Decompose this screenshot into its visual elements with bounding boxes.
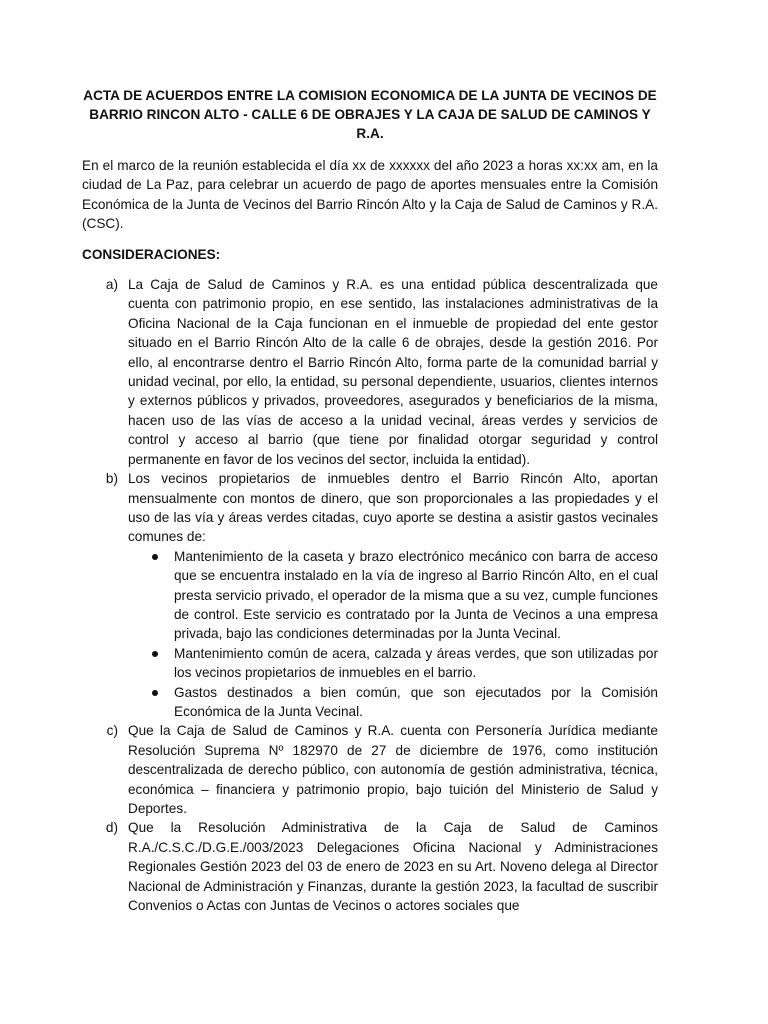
document-page (82, 86, 658, 915)
item-label: c) (106, 723, 118, 739)
list-item-b (82, 469, 658, 721)
item-body (128, 469, 658, 721)
section-heading: CONSIDERACIONES: (82, 246, 221, 262)
list-item-d (82, 818, 658, 915)
item-text: Que la Caja de Salud de Caminos y R.A. cuenta con Personería Jurídica mediante Resolución Suprema Nº 182970 de 27 de diciembre de 1976, como institución descentralizada de derecho público, con autonomía de gestión administrativa, técnica, económica – financiera y patrimonio propio, bajo tuición del Ministerio de Salud y Deportes. (128, 723, 658, 816)
title-line-2: BARRIO RINCON ALTO - CALLE 6 DE OBRAJES Y LA CAJA DE SALUD DE CAMINOS Y R.A. (89, 107, 651, 141)
item-label: d) (105, 820, 118, 836)
bullet-item (148, 644, 658, 683)
item-text: La Caja de Salud de Caminos y R.A. es una entidad pública descentralizada que cuenta con patrimonio propio, en ese sentido, las instalaciones administrativas de la Oficina Nacional de la Caja funcionan en el inmueble de propiedad del ente gestor situado en el Barrio Rincón Alto de la calle 6 de obrajes, desde la gestión 2016. Por ello, al encontrarse dentro el Barrio Rincón Alto, forma parte de la comunidad barrial y unidad vecinal, por ello, la entidad, su personal dependiente, usuarios, clientes internos y externos públicos y privados, proveedores, asegurados y beneficiarios de la misma, hacen uso de las vías de acceso a la unidad vecinal, áreas verdes y servicios de control y acceso al barrio (que tiene por finalidad otorgar seguridad y control permanente en favor de los vecinos del sector, incluida la entidad). (128, 277, 658, 467)
list-item-a (82, 275, 658, 469)
item-text: Los vecinos propietarios de inmuebles dentro el Barrio Rincón Alto, aportan mensualmente con montos de dinero, que son proporcionales a las propiedades y el uso de las vía y áreas verdes citadas, cuyo aporte se destina a asistir gastos vecinales comunes de: (128, 471, 658, 545)
bullet-item (148, 683, 658, 722)
bullet-text: Mantenimiento de la caseta y brazo electrónico mecánico con barra de acceso que se encuentra instalado en la vía de ingreso al Barrio Rincón Alto, en el cual presta servicio privado, el operador de la misma que a su vez, cumple funciones de control. Este servicio es contratado por la Junta de Vecinos a una empresa privada, bajo las condiciones determinadas por la Junta Vecinal. (174, 548, 658, 642)
document-title (82, 86, 658, 143)
bullet-text: Gastos destinados a bien común, que son ejecutados por la Comisión Económica de la Junta Vecinal. (174, 684, 658, 719)
item-text: Que la Resolución Administrativa de la Caja de Salud de Caminos R.A./C.S.C./D.G.E./003/2023 Delegaciones Oficina Nacional y Administraciones Regionales Gestión 2023 del 03 de enero de 2023 en su Art. Noveno delega al Director Nacional de Administración y Finanzas, durante la gestión 2023, la facultad de suscribir Convenios o Actas con Juntas de Vecinos o actores sociales que (128, 820, 658, 914)
item-label: b) (105, 471, 118, 487)
intro-paragraph: En el marco de la reunión establecida el día xx de xxxxxx del año 2023 a horas xx:xx am, en la ciudad de La Paz, para celebrar un acuerdo de pago de aportes mensuales entre la Comisión Económica de la Junta de Vecinos del Barrio Rincón Alto y la Caja de Salud de Caminos y R.A. (CSC). (82, 158, 658, 232)
title-line-1: ACTA DE ACUERDOS ENTRE LA COMISION ECONOMICA DE LA JUNTA DE VECINOS DE (83, 88, 657, 103)
item-label: a) (105, 277, 118, 293)
considerations-list (82, 275, 658, 915)
bullet-text: Mantenimiento común de acera, calzada y áreas verdes, que son utilizadas por los vecinos propietarios de inmuebles en el barrio. (174, 645, 658, 681)
bullet-item (148, 547, 658, 644)
list-item-c (82, 721, 658, 818)
